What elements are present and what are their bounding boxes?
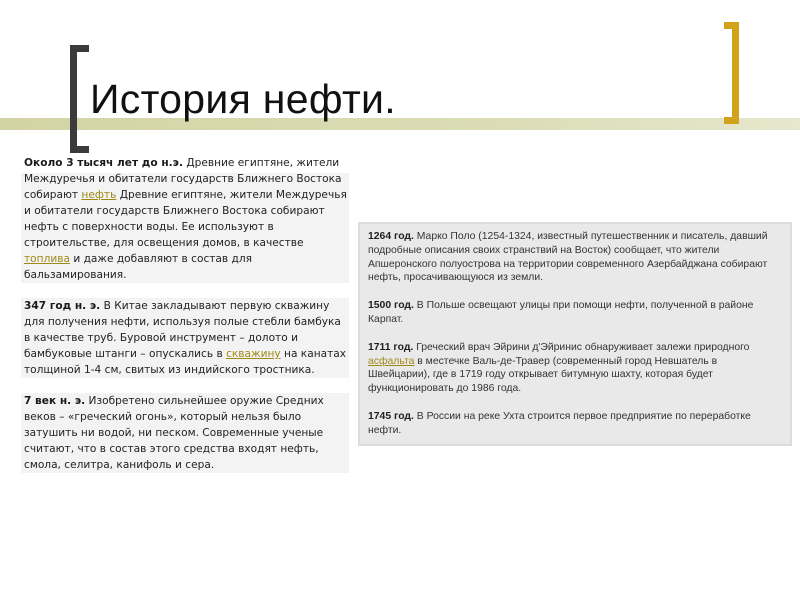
- item-text: В Польше освещают улицы при помощи нефти, полученной в районе Карпат.: [368, 300, 754, 325]
- left-bracket-decoration: [70, 45, 89, 153]
- slide-title: История нефти.: [90, 76, 396, 122]
- link-asfalt[interactable]: асфальта: [368, 355, 415, 367]
- timeline-item-1745: [368, 410, 782, 438]
- date-label: 1500 год.: [368, 300, 414, 312]
- timeline-item-1711: [368, 341, 782, 396]
- date-label: 7 век н. э.: [24, 395, 86, 407]
- paragraph-347ad: [21, 298, 349, 378]
- right-bracket-decoration: [724, 22, 739, 124]
- link-toplivo[interactable]: топлива: [24, 253, 70, 265]
- timeline-item-1264: [368, 230, 782, 285]
- item-text: Марко Поло (1254-1324, известный путешественник и писатель, давший подробные описания своих странствий на Восток) сообщает, что жители Апшеронского полуострова на территории современного Азербайджана собирают нефть, просачивающуюся из земли.: [368, 231, 768, 284]
- date-label: 1711 год.: [368, 341, 414, 353]
- link-skvazhina[interactable]: скважину: [226, 348, 281, 360]
- item-text: Греческий врач Эйрини д'Эйринис обнаруживает залежи природного: [413, 341, 750, 353]
- paragraph-text: Древние египтяне, жители Междуречья и обитатели государств Ближнего Востока собирают: [24, 157, 342, 201]
- timeline-box: [358, 222, 792, 446]
- paragraph-text: на канатах толщиной 1-4 см, свитых из индийского тростника.: [24, 348, 347, 376]
- item-text: в местечке Валь-де-Травер (современный город Невшатель в Швейцарии), где в 1719 году открывает битумную шахту, которая будет функционировать до 1986 года.: [368, 355, 718, 395]
- date-label: 1745 год.: [368, 410, 414, 422]
- date-label: 1264 год.: [368, 231, 414, 242]
- paragraph-text: Древние египтяне, жители Междуречья и обитатели государств Ближнего Востока собирают нефть с поверхности воды. Ее используют в строительстве, для освещения домов, в качестве: [24, 189, 347, 249]
- paragraph-text: Изобретено сильнейшее оружие Средних веков – «греческий огонь», который нельзя было затушить ни водой, ни песком. Современные ученые считают, что в состав этого средства входят нефть, смола, селитра, канифоль и сера.: [24, 395, 324, 471]
- paragraph-text: В Китае закладывают первую скважину для получения нефти, используя полые стебли бамбука в качестве труб. Буровой инструмент – долото и бамбуковые штанги – опускались в: [24, 300, 341, 360]
- item-text: В России на реке Ухта строится первое предприятие по переработке нефти.: [368, 410, 751, 436]
- paragraph-3000bc: [21, 155, 349, 283]
- link-neft[interactable]: нефть: [81, 189, 117, 201]
- paragraph-7th-century: [21, 393, 349, 473]
- timeline-item-1500: [368, 299, 782, 327]
- paragraph-text: и даже добавляют в состав для бальзамирования.: [24, 253, 253, 281]
- left-text-block: [21, 155, 349, 488]
- date-label: Около 3 тысяч лет до н.э.: [24, 157, 183, 169]
- date-label: 347 год н. э.: [24, 300, 101, 312]
